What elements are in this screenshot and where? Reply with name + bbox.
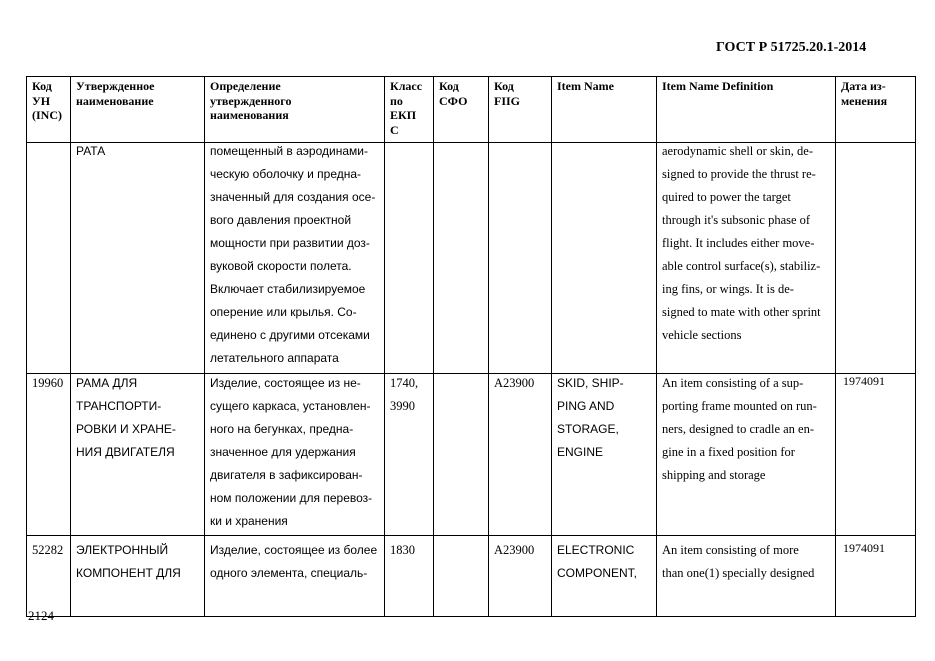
header-class-ekpc: Класс по ЕКП С	[390, 79, 423, 137]
header-item-name: Item Name	[557, 79, 614, 93]
header-item-name-definition: Item Name Definition	[662, 79, 774, 93]
row3-date: 1974091	[843, 541, 885, 555]
row2-item-definition: An item consisting of a sup- porting frame mounted on run- ners, designed to cradle an en- gine in a fixed position for shipping and storage	[662, 376, 817, 482]
row1-name: РАТА	[76, 144, 106, 158]
header-code-inc: Код УН (INC)	[32, 79, 62, 122]
row1-item-definition: aerodynamic shell or skin, de- signed to provide the thrust re- quired to power the target through it's subsonic phase of flight. It includes either move- able control surface(s), stabiliz- ing fins, or wings. It is de- signed to mate with other sprint vehicle sections	[662, 144, 821, 342]
row2-name: РАМА ДЛЯ ТРАНСПОРТИ- РОВКИ И ХРАНЕ- НИЯ ДВИГАТЕЛЯ	[76, 376, 176, 459]
header-code-fiig: Код FIIG	[494, 79, 521, 108]
classification-table	[26, 76, 916, 617]
header-change-date: Дата из- менения	[841, 79, 888, 108]
row2-definition: Изделие, состоящее из не- сущего каркаса, установлен- ного на бегунках, предна- значенное для удержания двигателя в зафиксирован- ном положении для перевоз- ки и хранения	[210, 376, 373, 528]
header-definition: Определение утвержденного наименования	[210, 79, 292, 122]
header-approved-name: Утвержденное наименование	[76, 79, 155, 108]
row3-item-definition: An item consisting of more than one(1) specially designed	[662, 543, 815, 580]
page-number: 2124	[28, 608, 54, 623]
standard-header: ГОСТ Р 51725.20.1-2014	[716, 40, 867, 55]
row3-class: 1830	[390, 543, 415, 557]
header-code-sfo: Код СФО	[439, 79, 468, 108]
row2-code: 19960	[32, 376, 64, 390]
row3-fiig: A23900	[494, 543, 535, 557]
row3-item-name: ELECTRONIC COMPONENT,	[557, 543, 638, 580]
row2-fiig: A23900	[494, 376, 535, 390]
row2-date: 1974091	[843, 374, 885, 388]
row3-name: ЭЛЕКТРОННЫЙ КОМПОНЕНТ ДЛЯ	[76, 543, 181, 580]
row3-definition: Изделие, состоящее из более одного элемента, специаль-	[210, 543, 378, 580]
row1-definition: помещенный в аэродинами- ческую оболочку и предна- значенный для создания осе- вого давления проектной мощности при развитии доз- вуковой скорости полета. Включает стабилизируемое оперение или крылья. Со- единено с другими отсеками летательного аппарата	[210, 144, 376, 365]
row2-item-name: SKID, SHIP- PING AND STORAGE, ENGINE	[557, 376, 624, 459]
row2-class: 1740, 3990	[390, 376, 419, 413]
row3-code: 52282	[32, 543, 64, 557]
